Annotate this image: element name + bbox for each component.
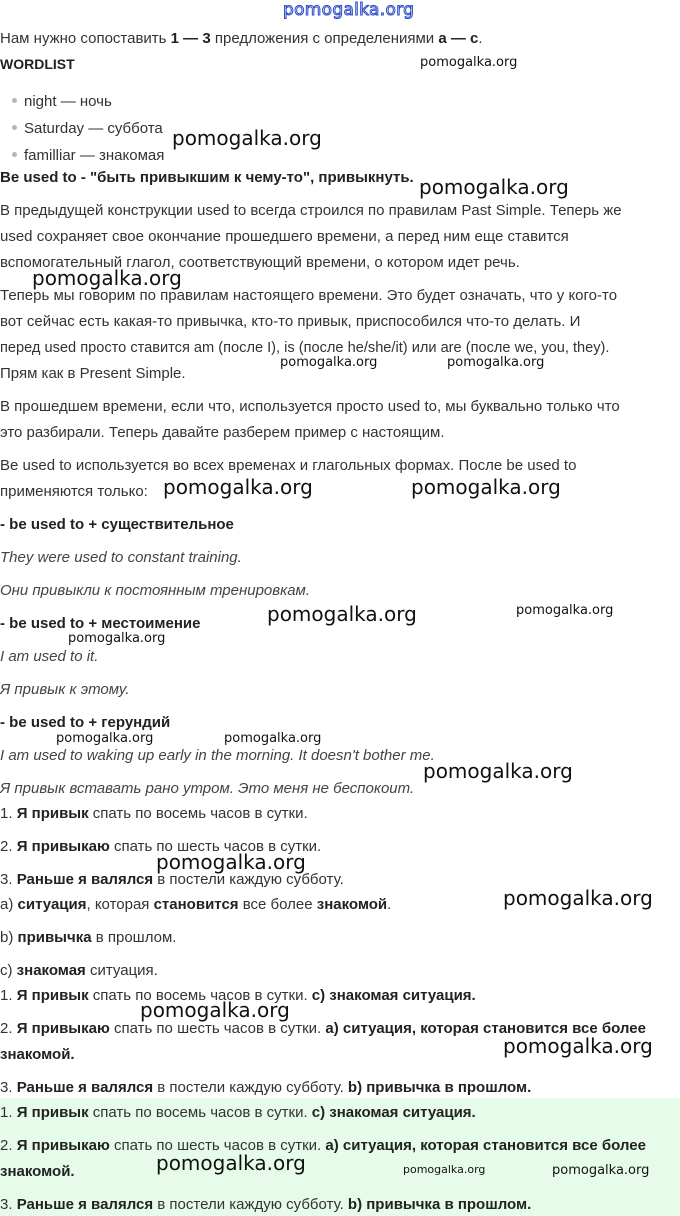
bullet-icon: [12, 125, 17, 130]
paragraph-line: перед used просто ставится am (после I), is (после he/she/it) или are (после we, you, they).: [0, 340, 610, 356]
watermark: pomogalka.org: [420, 55, 518, 70]
form-heading: - be used to + герундий: [0, 714, 171, 731]
watermark: pomogalka.org: [156, 1151, 306, 1175]
example-ru: Они привыкли к постоянным тренировкам.: [0, 582, 310, 599]
rule-heading: Be used to - "быть привыкшим к чему-то", привыкнуть.: [0, 169, 414, 186]
answer-continuation: знакомой.: [0, 1046, 75, 1063]
sentence-item: 2. Я привыкаю спать по шесть часов в сутки.: [0, 838, 322, 855]
watermark: pomogalka.org: [280, 355, 378, 370]
answer-item-highlighted: 2. Я привыкаю спать по шесть часов в сутки. а) ситуация, которая становится все более: [0, 1137, 646, 1154]
answer-item: 2. Я привыкаю спать по шесть часов в сутки. а) ситуация, которая становится все более: [0, 1020, 646, 1037]
watermark: pomogalka.org: [32, 266, 182, 290]
wordlist-title: WORDLIST: [0, 56, 75, 72]
paragraph-line: вспомогательный глагол, соответствующий времени, о котором идет речь.: [0, 254, 520, 271]
answer-item: 1. Я привык спать по восемь часов в сутки. c) знакомая ситуация.: [0, 987, 476, 1004]
example-en: I am used to it.: [0, 648, 99, 665]
sentence-item: 1. Я привык спать по восемь часов в сутки.: [0, 805, 308, 822]
definition-item: а) ситуация, которая становится все более знакомой.: [0, 896, 392, 913]
sentence-item: 3. Раньше я валялся в постели каждую субботу.: [0, 871, 344, 888]
wordlist-item: night — ночь: [12, 92, 112, 112]
intro-range-2: а — с: [438, 30, 479, 47]
form-heading: - be used to + местоимение: [0, 615, 201, 632]
definition-item: b) привычка в прошлом.: [0, 929, 177, 946]
wordlist-item: Saturday — суббота: [12, 119, 163, 139]
watermark: pomogalka.org: [503, 886, 653, 910]
example-en: They were used to constant training.: [0, 549, 242, 566]
intro-range: 1 — 3: [170, 30, 211, 47]
watermark: pomogalka.org: [552, 1163, 650, 1178]
definition-item: c) знакомая ситуация.: [0, 962, 158, 979]
watermark: pomogalka.org: [156, 850, 306, 874]
paragraph-line: применяются только:: [0, 483, 148, 500]
watermark: pomogalka.org: [56, 731, 154, 746]
answer-item: 3. Раньше я валялся в постели каждую субботу. b) привычка в прошлом.: [0, 1079, 532, 1096]
watermark: pomogalka.org: [172, 126, 322, 150]
example-ru: Я привык к этому.: [0, 681, 130, 698]
watermark: pomogalka.org: [403, 1163, 486, 1176]
watermark: pomogalka.org: [224, 731, 322, 746]
answer-item-highlighted: 3. Раньше я валялся в постели каждую субботу. b) привычка в прошлом.: [0, 1196, 532, 1213]
example-en: I am used to waking up early in the morning. It doesn't bother me.: [0, 747, 435, 764]
paragraph-line: Теперь мы говорим по правилам настоящего времени. Это будет означать, что у кого-то: [0, 287, 618, 304]
paragraph-line: вот сейчас есть какая-то привычка, кто-то привык, приспособился что-то делать. И: [0, 313, 581, 330]
watermark: pomogalka.org: [503, 1034, 653, 1058]
example-ru: Я привык вставать рано утром. Это меня не беспокоит.: [0, 780, 415, 797]
paragraph-line: used сохраняет свое окончание прошедшего времени, а перед ним еще ставится: [0, 228, 569, 245]
watermark: pomogalka.org: [163, 475, 313, 499]
watermark: pomogalka.org: [267, 602, 417, 626]
watermark: pomogalka.org: [447, 355, 545, 370]
bullet-icon: [12, 98, 17, 103]
answer-continuation-highlighted: знакомой.: [0, 1163, 75, 1180]
intro-line: Нам нужно сопоставить 1 — 3 предложения с определениями а — с.: [0, 30, 483, 47]
watermark: pomogalka.org: [423, 759, 573, 783]
paragraph-line: В прошедшем времени, если что, используется просто used to, мы буквально только что: [0, 398, 620, 415]
form-heading: - be used to + существительное: [0, 516, 234, 533]
paragraph-line: Прям как в Present Simple.: [0, 365, 186, 382]
wordlist-item: familliar — знакомая: [12, 146, 164, 166]
paragraph-line: В предыдущей конструкции used to всегда строился по правилам Past Simple. Теперь же: [0, 202, 622, 219]
watermark-top: pomogalka.org: [283, 0, 415, 20]
watermark: pomogalka.org: [419, 175, 569, 199]
watermark: pomogalka.org: [411, 475, 561, 499]
paragraph-line: Be used to используется во всех временах и глагольных формах. После be used to: [0, 457, 577, 474]
bullet-icon: [12, 152, 17, 157]
answer-item-highlighted: 1. Я привык спать по восемь часов в сутки. c) знакомая ситуация.: [0, 1104, 476, 1121]
watermark: pomogalka.org: [140, 998, 290, 1022]
watermark: pomogalka.org: [516, 603, 614, 618]
paragraph-line: это разбирали. Теперь давайте разберем пример с настоящим.: [0, 424, 445, 441]
watermark: pomogalka.org: [68, 631, 166, 646]
